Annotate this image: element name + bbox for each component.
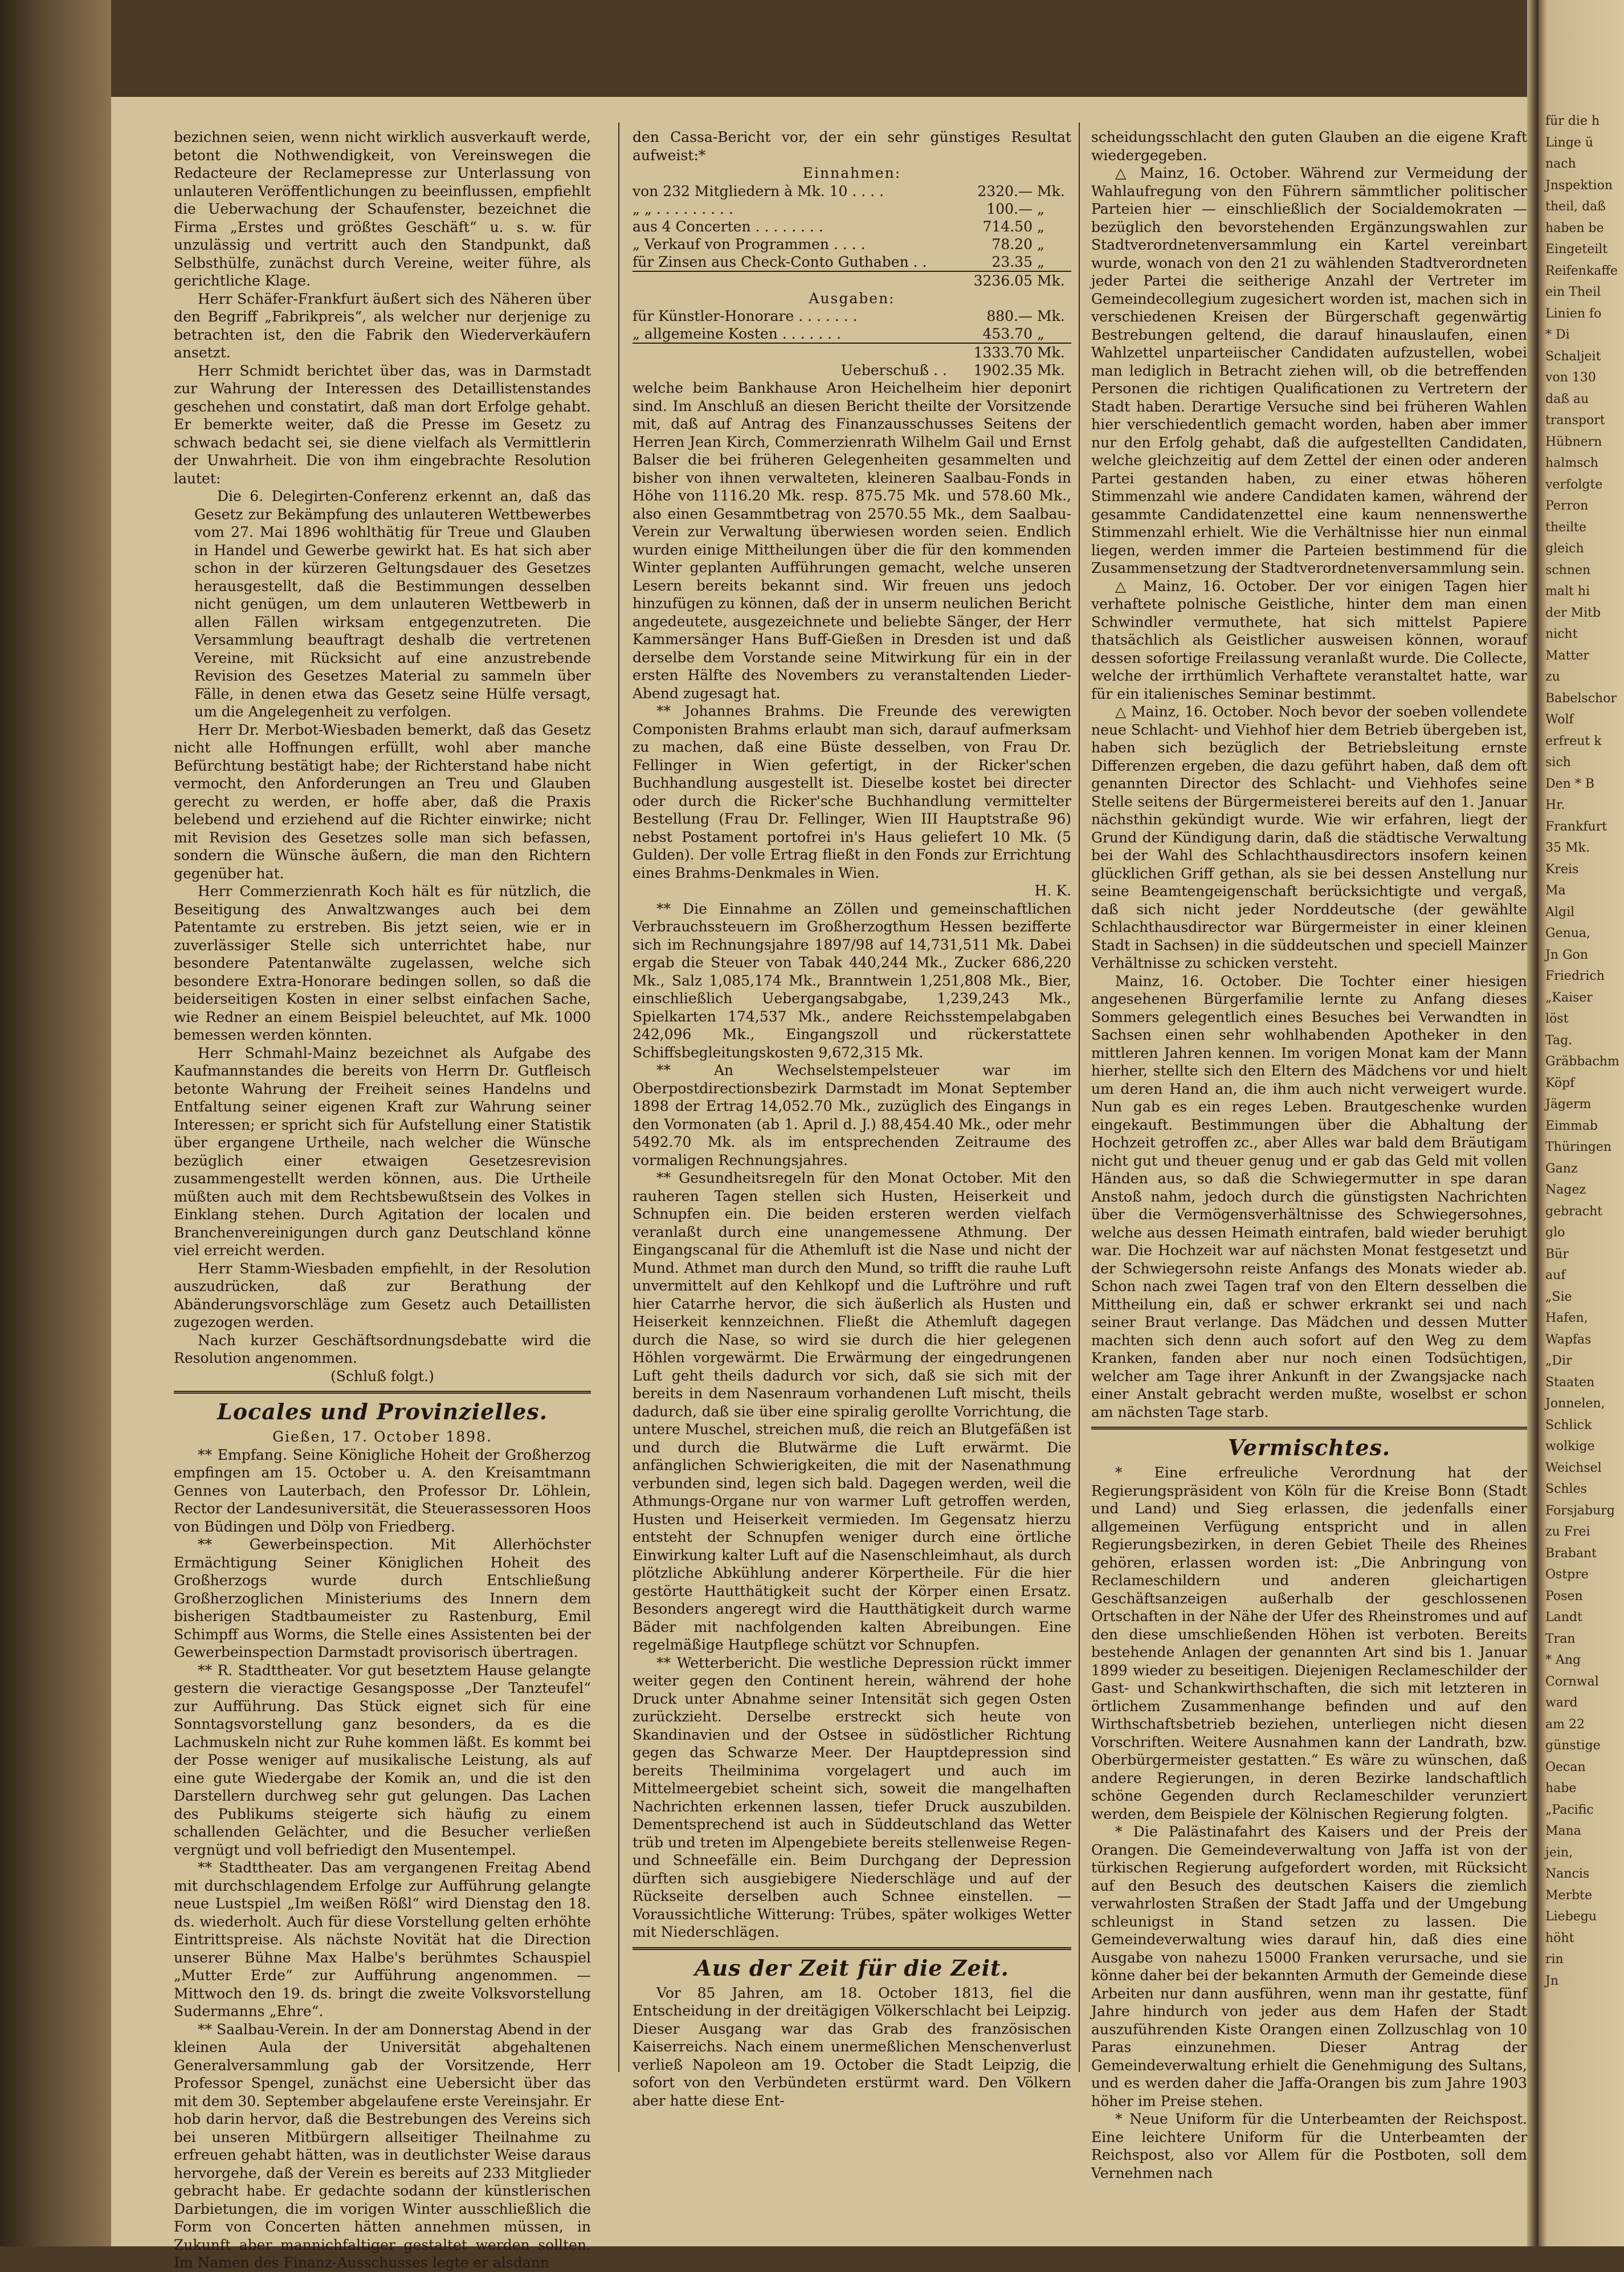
right-page-fragment: Jägerm [1545, 1097, 1592, 1111]
right-page-fragment: Landt [1545, 1610, 1582, 1624]
right-page-fragment: Schles [1545, 1482, 1587, 1496]
right-page-fragment: Jonnelen, [1545, 1396, 1605, 1411]
paragraph: Herr Stamm-Wiesbaden empfiehlt, in der Resolution auszudrücken, daß zur Berathung der Abänderungsvorschläge zum Gesetz auch Detaillisten zugezogen werden. [174, 1260, 591, 1330]
news-item: ** R. Stadttheater. Vor gut besetztem Hause gelangte gestern die vieractige Gesangsposse „Der Tanzteufel“ zur Aufführung. Das Stück eignet sich für eine Sonntagsvorstellung ganz besonders, da es die Lachmuskeln nicht zur Ruhe kommen läßt. Es kommt bei der Posse weniger auf musikalische Leistung, als auf eine gute Wiedergabe der Komik an, und die ist den Darstellern durchweg sehr gut gelungen. Das Lachen des Publikums steigerte sich häufig zu einem schallenden Gelächter, und die Besucher verließen vergnügt und voll befriedigt den Musentempel. [174, 1662, 591, 1858]
income-heading: Einnahmen: [802, 165, 901, 181]
paragraph: Herr Schmahl-Mainz bezeichnet als Aufgabe des Kaufmannstandes die bereits von Herrn Dr. Gutfleisch betonte Wahrung der Freiheit seines Handelns und Entfaltung seiner eigenen Kraft zur Wahrung seiner Interessen; er spricht sich für Aufstellung einer Statistik über ergangene Urtheile, nach welcher die Wünsche bezüglich einer etwaigen Gesetzesrevision zusammengestellt werden können, aus. Die Urtheile müßten auch mit dem Rechtsbewußtsein des Volkes in Einklang stehen. Durch Agitation der localen und Branchenvereinigungen durch ganz Deutschland könne viel erreicht werden. [174, 1044, 591, 1259]
right-page-fragment: Mana [1545, 1824, 1581, 1838]
right-page-fragment: „Kaiser [1545, 990, 1593, 1005]
paragraph: den Cassa-Bericht vor, der ein sehr günstiges Resultat aufweist:* [633, 129, 1071, 164]
right-page-fragment: Oecan [1545, 1760, 1586, 1774]
right-page-fragment: Babelschor [1545, 691, 1617, 706]
right-page-fragment: habe [1545, 1781, 1577, 1795]
right-page-fragment: Weichsel [1545, 1460, 1602, 1475]
right-page-fragment: Linge ü [1545, 135, 1594, 150]
right-page-fragment: ward [1545, 1696, 1578, 1710]
right-page-fragment: zu Frei [1545, 1525, 1590, 1539]
right-page-fragment: transport [1545, 413, 1605, 427]
right-page-fragment: günstige [1545, 1738, 1601, 1753]
right-page-fragment: der Mitb [1545, 605, 1601, 620]
paragraph: bezichnen seien, wenn nicht wirklich ausverkauft werde, betont die Nothwendigkeit, von Vereinswegen die Redacteure der Reclamepresse zur Unterlassung von unlauteren Veröffentlichungen zu beeinflussen, empfiehlt die Ueberwachung der Schaufenster, bezeichnet die Firma „Erstes und größtes Geschäft“ u. s. w. für unzulässig und vertritt auch den Standpunkt, daß Selbsthülfe, zunächst durch Vereine, weiter führe, als gerichtliche Klage. [174, 129, 591, 289]
news-item: * Die Palästinafahrt des Kaisers und der Preis der Orangen. Die Gemeindeverwaltung von Jaffa ist von der türkischen Regierung aufgefordert worden, mit Rücksicht auf den Besuch des deutschen Kaisers die ziemlich verwahrlosten Straßen der Stadt Jaffa und der Umgebung schleunigst in Stand setzen zu lassen. Die Gemeindeverwaltung wies darauf hin, daß dies eine Ausgabe von nahezu 15000 Franken verursache, und sie könne daher bei der bekannten Armuth der Gemeinde diese Arbeiten nur dann ausführen, wenn man ihr gestatte, fünf Jahre hindurch von jeder aus dem Hafen der Stadt auszuführenden Kiste Orangen einen Zollzuschlag von 10 Paras einzunehmen. Dieser Antrag der Gemeindeverwaltung erhielt die Genehmigung des Sultans, und es werden daher die Jaffa-Orangen bis zum Jahre 1903 höher im Preise stehen. [1091, 1823, 1527, 2110]
right-page-fragment: Eimmab [1545, 1118, 1598, 1133]
right-page-fragment: Schaljeit [1545, 349, 1601, 364]
news-item: ** Empfang. Seine Königliche Hoheit der Großherzog empfingen am 15. October u. A. den Kreisamtmann Gennes von Lauterbach, den Professor Dr. Löhlein, Rector der Landesuniversität, die Steuerassessoren Hoos von Büdingen und Dölp von Friedberg. [174, 1446, 591, 1535]
right-page-fragment: Thüringen [1545, 1140, 1612, 1154]
news-item: * Neue Uniform für die Unterbeamten der Reichspost. Eine leichtere Uniform für die Unterbeamten der Reichspost, also vor Allem für die Postboten, soll dem Vernehmen nach [1091, 2111, 1527, 2181]
right-page-fragment: glo [1545, 1225, 1565, 1240]
right-page-fragment: „Pacific [1545, 1802, 1594, 1817]
expense-table [633, 307, 1071, 379]
right-page-fragment: Tag. [1545, 1033, 1573, 1048]
paragraph: Herr Schäfer-Frankfurt äußert sich des Näheren über den Begriff „Fabrikpreis“, als welcher nur derjenige zu betrachten ist, den die Fabrik den Wiederverkäufern ansetzt. [174, 290, 591, 361]
dateline: Gießen, 17. October 1898. [272, 1428, 492, 1445]
right-page-fragment: Nagez [1545, 1183, 1586, 1197]
right-page-fragment: höht [1545, 1931, 1574, 1945]
income-table [633, 182, 1071, 290]
right-page-fragment: halmsch [1545, 456, 1598, 470]
news-item: ** Saalbau-Verein. In der am Donnerstag Abend in der kleinen Aula der Universität abgehaltenen Generalversammlung gab der Vorsitzende, Herr Professor Spengel, zunächst eine Uebersicht über das mit dem 30. September abgelaufene erste Vereinsjahr. Er hob darin hervor, daß die Bestrebungen des Vereins sich bei unseren Mitbürgern allseitiger Theilnahme zu erfreuen gehabt hätten, was in deutlichster Weise daraus hervorgehe, daß der Verein es bereits auf 233 Mitglieder gebracht habe. Er gedachte sodann der künstlerischen Darbietungen, die im vorigen Winter ausschließlich die Form von Concerten hätten annehmen müssen, in Zukunft aber mannichfaltiger gestaltet werden sollten. Im Namen des Finanz-Ausschusses legte er alsdann [174, 2021, 591, 2271]
right-page-fragment: theilte [1545, 520, 1586, 535]
resolution-text: Die 6. Delegirten-Conferenz erkennt an, daß das Gesetz zur Bekämpfung des unlauteren Wettbewerbes vom 27. Mai 1896 wohlthätig für Treue und Glauben in Handel und Gewerbe gewirkt hat. Es hat sich aber schon in der kürzeren Geltungsdauer des Gesetzes herausgestellt, daß die Bestimmungen desselben nicht genügen, um dem unlauteren Wettbewerb in allen Fällen wirksam entgegenzutreten. Die Versammlung beauftragt deshalb die vertretenen Vereine, mit Rücksicht auf eine anzustrebende Revision des Gesetzes Material zu sammeln über Fälle, in denen etwa das Gesetz seine Hülfe versagt, um die Angelegenheit zu verfolgen. [194, 488, 591, 720]
right-page-fragment: gleich [1545, 541, 1584, 556]
right-page-fragment: Staaten [1545, 1375, 1595, 1390]
right-page-fragment: Wapfas [1545, 1332, 1592, 1347]
right-page-fragment: Hr. [1545, 798, 1565, 812]
right-page-fragment: Frankfurt [1545, 819, 1607, 834]
paragraph: Nach kurzer Geschäftsordnungsdebatte wird die Resolution angenommen. [174, 1332, 591, 1366]
right-page-fragment: Schlick [1545, 1418, 1592, 1432]
signature: H. K. [1034, 882, 1071, 899]
right-page-fragment: „Sie [1545, 1289, 1572, 1304]
right-page-fragment: Eingeteilt [1545, 242, 1608, 256]
left-page-edge [0, 0, 111, 2246]
paragraph: Herr Commerzienrath Koch hält es für nützlich, die Beseitigung des Anwaltzwanges auch bei dem Patentamte zu erstreben. Bis jetzt seien, wie er in zuverlässiger Stelle sich unterrichtet habe, nur besondere Patentanwälte zugelassen, welche sich besondere Extra-Honorare bedingen sollen, so daß die beiderseitigen Kosten in einer selbst einfachen Sache, wie Redner an einem Beispiel beleuchtet, auf Mk. 1000 bemessen werden könnten. [174, 883, 591, 1043]
table-row: für Künstler-Honorare . . . . . . . 880.— Mk. [633, 308, 1065, 324]
right-page-fragment: von 130 [1545, 370, 1596, 385]
table-row: „ „ . . . . . . . . . 100.— „ [633, 200, 1044, 217]
surplus-row: Ueberschuß . . 1902.35 Mk. [840, 362, 1065, 378]
news-item: ** Gesundheitsregeln für den Monat October. Mit den rauheren Tagen stellen sich Husten, Heiserkeit und Schnupfen ein. Die beiden ersteren werden vielfach veranlaßt durch eine unangemessene Athmung. Der Eingangscanal für die Athemluft ist die Nase und nicht der Mund. Athmet man durch den Mund, so trifft die rauhe Luft unvermittelt auf den Kehlkopf und die Luftröhre und ruft hier Catarrhe hervor, die sich äußerlich als Husten und Heiserkeit kennzeichnen. Fließt die Athemluft dagegen durch die Nase, so wird sie durch die hier gelegenen Höhlen vorgewärmt. Die Erwärmung der eingedrungenen Luft geht theils dadurch vor sich, daß sie sich mit der bereits in dem Nasenraum vorhandenen Luft mischt, theils dadurch, daß sie über eine spiralig gerollte Vorrichtung, die untere Muschel, streichen muß, die reich an Blutgefäßen ist und durch die Blutwärme die Luft erwärmt. Die anfänglichen Schwierigkeiten, die mit der Nasenathmung verbunden sind, legen sich bald. Dagegen werden, weil die Athmungs-Organe nur von warmer Luft getroffen werden, Husten und Heiserkeit vermieden. Im Gegensatz hierzu entsteht der Schnupfen weniger durch eine örtliche Einwirkung kalter Luft auf die Nasenschleimhaut, als durch plötzliche Abkühlung anderer Körpertheile. Für die hier gestörte Hautthätigkeit sucht der Körper einen Ersatz. Besonders angeregt wird die Hautthätigkeit durch warme Bäder mit nachfolgenden kalten Abreibungen. Eine regelmäßige Hautpflege schützt vor Schnupfen. [633, 1170, 1071, 1653]
right-page-fragment: theil, daß [1545, 199, 1606, 214]
news-item: ** An Wechselstempelsteuer war im Oberpostdirectionsbezirk Darmstadt im Monat September 1898 der Ertrag 14,052.70 Mk., zuzüglich des Eingangs in den Vormonaten (ab 1. April d. J.) 88,454.40 Mk., oder mehr 5492.70 Mk. als im entsprechenden Zeitraume des vormaligen Rechnungsjahres. [633, 1062, 1071, 1168]
section-divider [1091, 1427, 1527, 1430]
right-page-fragment: Tran [1545, 1631, 1576, 1646]
right-page-fragment: Linien fo [1545, 306, 1602, 321]
right-page-fragment: * Ang [1545, 1653, 1581, 1667]
table-row: aus 4 Concerten . . . . . . . . 714.50 „ [633, 218, 1044, 235]
right-page-fragment: Posen [1545, 1589, 1583, 1603]
right-page-fragment: für die h [1545, 114, 1600, 128]
table-row: „ allgemeine Kosten . . . . . . . 453.70 „ [633, 325, 1044, 342]
right-page-fragment: Ganz [1545, 1161, 1578, 1176]
right-page-fragment: verfolgte [1545, 477, 1603, 492]
right-page-fragment: jein, [1545, 1845, 1573, 1860]
news-item: ** Johannes Brahms. Die Freunde des verewigten Componisten Brahms erlaubt man sich, darauf aufmerksam zu machen, daß eine Büste desselben, von Frau Dr. Fellinger in Wien gefertigt, in der Ricker'schen Buchhandlung ausgestellt ist. Dieselbe kostet bei directer oder durch die Ricker'sche Buchhandlung vermittelter Bestellung (Frau Dr. Fellinger, Wien III Hauptstraße 96) nebst Postament portofrei in's Haus geliefert 10 Mk. (5 Gulden). Der volle Ertrag fließt in den Fonds zur Errichtung eines Brahms-Denkmales in Wien. [633, 703, 1071, 881]
right-page-fragment: nach [1545, 157, 1576, 171]
paragraph: Herr Dr. Merbot-Wiesbaden bemerkt, daß das Gesetz nicht alle Hoffnungen erfüllt, wohl aber manche Befürchtung bestätigt habe; der Richterstand habe nicht vermocht, den Anforderungen an Treu und Glauben gerecht zu werden, er hoffe aber, daß die Praxis belebend und erziehend auf die Richter einwirke; nicht mit Revision des Gesetzes solle man sich befassen, sondern die Wünsche äußern, die man den Richtern gegenüber hat. [174, 721, 591, 882]
news-item: ** Stadttheater. Das am vergangenen Freitag Abend mit durchschlagendem Erfolge zur Aufführung gelangte neue Lustspiel „Im weißen Rößl“ wird Dienstag den 18. ds. wiederholt. Auch für diese Vorstellung gelten erhöhte Eintrittspreise. Als nächste Novität hat die Direction unserer Bühne Max Halbe's berühmtes Schauspiel „Mutter Erde“ zur Aufführung angenommen. — Mittwoch den 19. ds. bringt die zweite Volksvorstellung Sudermanns „Ehre“. [174, 1859, 591, 2019]
right-page-fragment: haben be [1545, 221, 1604, 235]
right-page-fragment: zu [1545, 670, 1560, 684]
right-page-fragment: auf [1545, 1268, 1566, 1282]
paragraph: welche beim Bankhause Aron Heichelheim hier deponirt sind. Im Anschluß an diesen Bericht theilte der Vorsitzende mit, daß auf Antrag des Finanzausschusses Seitens der Herren Jean Kirch, Commerzienrath Wilhelm Gail und Ernst Balser die bei früheren Gelegenheiten gesammelten und bisher von ihnen verwalteten, kleineren Saalbau-Fonds in Höhe von 1116.20 Mk. resp. 875.75 Mk. und 578.60 Mk., also einen Gesammtbetrag von 2570.55 Mk., dem Saalbau-Verein zur Verwaltung überwiesen worden seien. Endlich wurden einige Mittheilungen über die für den kommenden Winter geplanten Aufführungen gemacht, welche unseren Lesern bereits bekannt sind. Wir freuen uns jedoch hinzufügen zu können, daß der in unserm neulichen Bericht angedeutete, ausgezeichnete und beliebte Sänger, der Herr Kammersänger Hans Buff-Gießen in Dresden ist und daß derselbe dem Vorstande seine Mitwirkung für ein in der ersten Hälfte des Novembers zu veranstaltenden Lieder-Abend zugesagt hat. [633, 380, 1071, 702]
column-rule [618, 123, 619, 2072]
column-3 [1091, 128, 1527, 2181]
news-item: △ Mainz, 16. October. Während zur Vermeidung der Wahlaufregung von den Führern sämmtlicher politischer Parteien hier — einschließlich der Socialdemokraten — bezüglich den bevorstehenden Ergänzungswahlen zur Stadtverordnetenversammlung ein Kartel vereinbart wurde, wonach von den 21 zu wählenden Stadtverordneten jeder Partei die seitherige Anzahl der Vertreter im Gemeindecollegium zugesichert worden ist, machen sich in verschiedenen Kreisen der Bürgerschaft gegenwärtig Bestrebungen geltend, die darauf hinauslaufen, einen Wahlzettel unparteiischer Candidaten aufzustellen, wobei man lediglich in Betracht ziehen will, ob die betreffenden Personen die richtigen Qualificationen zu Vertretern der Stadt haben. Derartige Versuche sind bei früheren Wahlen hier verschiedentlich gemacht worden, haben aber immer nur den Erfolg gehabt, daß die aufgestellten Candidaten, welche gleichzeitig auf dem Zettel der einen oder anderen Partei gestanden haben, zu einer etwas höheren Stimmenzahl wie andere Candidaten kamen, während der gesammte Candidatenzettel eine kaum nennenswerthe Stimmenzahl erhielt. Wie die Verhältnisse hier nun einmal liegen, werden immer die Parteien bestimmend für die Zusammensetzung der Stadtverordnetenversammlung sein. [1091, 165, 1527, 576]
right-page-fragment: Ma [1545, 883, 1566, 898]
right-page-fragment: Perron [1545, 499, 1589, 513]
news-item: △ Mainz, 16. October. Noch bevor der soeben vollendete neue Schlacht- und Viehhof hier dem Betrieb übergeben ist, haben sich bezüglich der Betriebsleitung ernste Differenzen ergeben, die dazu geführt haben, daß dem oft genannten Director des Schlacht- und Viehhofes seine Stelle seitens der Bürgermeisterei bereits auf den 1. Januar nächsthin gekündigt wurde. Wie wir erfahren, liegt der Grund der Kündigung darin, daß die städtische Verwaltung bei der Wahl des Schlachthausdirectors insofern keinen glücklichen Griff gethan, als sie bei dessen Anstellung nur seine Beamtengeigenschaft berücksichtigte und vergaß, daß sich nicht jeder Norddeutsche (der gewählte Schlachthausdirector war Bürgermeister in einer kleinen Stadt in Sachsen) in die süddeutschen und speciell Mainzer Verhältnisse zu schicken versteht. [1091, 703, 1527, 971]
right-page-fragment: Merbte [1545, 1888, 1593, 1903]
right-page-fragment: Nancis [1545, 1867, 1590, 1881]
right-page-fragment: Forsjaburg [1545, 1503, 1615, 1518]
column-2 [633, 128, 1071, 2109]
section-heading: Aus der Zeit für die Zeit. [695, 1955, 1009, 1981]
right-page-fragment: erfreut k [1545, 734, 1602, 748]
paragraph: scheidungsschlacht den guten Glauben an die eigene Kraft wiedergegeben. [1091, 129, 1527, 164]
right-page-fragment: Liebegu [1545, 1909, 1597, 1924]
right-page-fragment: löst [1545, 1012, 1569, 1026]
right-page-fragment: wolkige [1545, 1439, 1595, 1453]
right-page-fragment: * Di [1545, 328, 1570, 342]
right-page-fragment: Kreis [1545, 862, 1579, 877]
section-heading: Vermischtes. [1227, 1435, 1391, 1460]
right-page-fragment: malt hi [1545, 584, 1590, 598]
news-item: ** Wetterbericht. Die westliche Depression rückt immer weiter gegen den Continent herein, während der hohe Druck unter Abnahme seiner Intensität sich gegen Osten zurückzieht. Derselbe erstreckt sich heute von Skandinavien und der Ostsee in südöstlicher Richtung gegen das Schwarze Meer. Der Hauptdepression sind bereits Theilminima vorgelagert und auch im Mittelmeergebiet scheint sich, soweit die mangelhaften Nachrichten erkennen lassen, tiefer Druck auszubilden. Dementsprechend ist auch in Süddeutschland das Wetter trüb und treten im Alpengebiete bereits stellenweise Regen- und Schneefälle ein. Beim Durchgang der Depression dürften sich ausgiebigere Niederschläge und auf der Rückseite derselben auch Schnee einstellen. — Voraussichtliche Witterung: Trübes, später wolkiges Wetter mit Niederschlägen. [633, 1654, 1071, 1940]
news-item: * Eine erfreuliche Verordnung hat der Regierungspräsident von Köln für die Kreise Bonn (Stadt und Land) und Sieg erlassen, die jedenfalls einer allgemeinen Verfügung entspricht und in allen Regierungsbezirken, in deren Gebiet Theile des Rheines gehören, erlassen worden ist: „Die Anbringung von Reclameschildern und anderen gleichartigen Geschäftsanzeigen außerhalb der geschlossenen Ortschaften in der Nähe der Ufer des Rheinstromes und auf den diese umschließenden Höhen ist verboten. Bereits bestehende Anlagen der genannten Art sind bis 1. Januar 1899 wieder zu beseitigen. Diejenigen Reclameschilder der Gast- und Schankwirthschaften, die sich mit letzteren in örtlichem Zusammenhange befinden und auf den Wirthschaftsbetrieb beziehen, unterliegen nicht diesen Vorschriften. Weitere Ausnahmen kann der Landrath, bzw. Oberbürgermeister gestatten.“ Es wäre zu wünschen, daß andere Regierungen, in deren Bezirke landschaftlich schöne Gegenden durch Reclameschilder verunziert werden, dem Beispiele der Kölnischen Regierung folgten. [1091, 1464, 1527, 1822]
right-page-fragment: Jn [1545, 1973, 1558, 1988]
right-page-fragment: Gräbbachm [1545, 1054, 1619, 1069]
right-page-fragment: nicht [1545, 627, 1578, 641]
right-page-fragment: Köpf [1545, 1076, 1575, 1090]
right-page-fragment: Wolf [1545, 712, 1574, 727]
column-1 [174, 128, 591, 2271]
right-page-fragment: daß au [1545, 392, 1589, 406]
right-page-fragment: 35 Mk. [1545, 841, 1590, 855]
right-page-fragment: gebracht [1545, 1204, 1603, 1219]
right-page-fragment: Algil [1545, 905, 1575, 919]
right-page-fragment: Cornwal [1545, 1674, 1599, 1689]
right-page-fragment: Reifenkaffe [1545, 263, 1618, 278]
table-row: „ Verkauf von Programmen . . . . 78.20 „ [633, 235, 1044, 253]
right-page-fragment: Genua, [1545, 926, 1591, 940]
section-heading: Locales und Provinzielles. [217, 1399, 548, 1424]
right-page-fragment: Jnspektion [1545, 178, 1613, 193]
right-page-fragment: ein Theil [1545, 285, 1601, 299]
table-row: für Zinsen aus Check-Conto Guthaben . . 23.35 „ [633, 253, 1044, 270]
paragraph: Vor 85 Jahren, am 18. October 1813, fiel die Entscheidung in der dreitägigen Völkerschlacht bei Leipzig. Dieser Ausgang war das Grab des französischen Kaiserreichs. Nach einem unermeßlichen Menschenverlust verließ Napoleon am 19. October die Stadt Leipzig, die sofort von den Verbündeten erstürmt ward. Den Völkern aber hatte diese Ent- [633, 1984, 1071, 2109]
news-item: △ Mainz, 16. October. Der vor einigen Tagen hier verhaftete polnische Geistliche, hinter dem man einen Schwindler vermuthete, hat sich mittelst Papiere thatsächlich als Geistlicher ausweisen können, worauf dessen sofortige Freilassung veranlaßt wurde. Die Collecte, welche der irrthümlich Verhaftete veranstaltet hatte, war für ein italienisches Seminar bestimmt. [1091, 577, 1527, 702]
news-item: ** Gewerbeinspection. Mit Allerhöchster Ermächtigung Seiner Königlichen Hoheit des Großherzogs wurde durch Entschließung Großherzoglichen Ministeriums des Innern dem bisherigen Stadtbaumeister zu Rastenburg, Emil Schimpff aus Worms, die Stelle eines Assistenten bei der Gewerbeinspection Darmstadt provisorisch übertragen. [174, 1536, 591, 1660]
right-page-fragment: Matter [1545, 648, 1589, 663]
right-page-fragment: Ostpre [1545, 1567, 1589, 1582]
news-item: ** Die Einnahme an Zöllen und gemeinschaftlichen Verbrauchssteuern im Großherzogthum Hessen bezifferte sich im Rechnungsjahre 1897/98 auf 14,731,511 Mk. Dabei ergab die Steuer von Tabak 440,244 Mk., Zucker 686,220 Mk., Salz 1,085,174 Mk., Branntwein 1,251,808 Mk., Bier, einschließlich Uebergangsabgabe, 1,239,243 Mk., Spielkarten 174,537 Mk., andere Reichsstempelabgaben 242,096 Mk., Eingangszoll und rückerstattete Schiffsbegleitungskosten 9,672,315 Mk. [633, 900, 1071, 1061]
right-page-fragment: Hafen, [1545, 1311, 1588, 1325]
section-divider [633, 1947, 1071, 1950]
expense-heading: Ausgaben: [809, 290, 895, 307]
right-page-fragment: Hübnern [1545, 434, 1602, 449]
right-page-fragment: schnen [1545, 563, 1591, 577]
news-item: Mainz, 16. October. Die Tochter einer hiesigen angesehenen Bürgerfamilie lernte zu Anfang dieses Sommers gelegentlich eines Besuches bei Verwandten in Sachsen einen sehr wohlhabenden Apotheker in den mittleren Jahren kennen. Im vorigen Monat kam der Mann hierher, stellte sich den Eltern des Mädchens vor und hielt um deren Hand an, die ihm auch nicht verweigert wurde. Nun gab es ein reges Leben. Brautgeschenke wurden eingekauft. Bestimmungen über die Abhaltung der Hochzeit getroffen zc., aber Alles war bald dem Bräutigam nicht gut und theuer genug und er gab das Geld mit vollen Händen aus, so daß die Schwiegermutter in spe daran Anstoß nahm, jedoch durch die günstigsten Nachrichten über die Vermögensverhältnisse des Schwiegersohnes, welche aus dessen Heimath eintrafen, bald wieder beruhigt war. Die Hochzeit war auf nächsten Monat festgesetzt und der Schwiegersohn reiste Anfangs des Monats wieder ab. Schon nach zwei Tagen traf von den Eltern desselben die Mittheilung ein, daß er schwer erkrankt sei und nach seiner Braut verlange. Das Mädchen und dessen Mutter machten sich denn auch sofort auf den Weg zu dem Kranken, fanden aber nur noch einen Todsüchtigen, welcher am Tage ihrer Ankunft in der Zwangsjacke nach einer Anstalt gebracht werden mußte, woselbst er schon am nächsten Tage starb. [1091, 972, 1527, 1420]
table-row: von 232 Mitgliedern à Mk. 10 . . . . 2320.— Mk. [633, 182, 1065, 199]
continuation-note: (Schluß folgt.) [330, 1367, 434, 1385]
section-divider [174, 1391, 591, 1394]
right-page-fragment: Bür [1545, 1247, 1569, 1261]
column-rule [1079, 123, 1080, 2072]
right-page-fragment: Jn Gon [1545, 947, 1588, 962]
right-page-fragment: Den * B [1545, 776, 1594, 791]
paragraph: Herr Schmidt berichtet über das, was in Darmstadt zur Wahrung der Interessen des Detaillistenstandes geschehen und constatirt, daß man dort Erfolge gehabt. Er bemerkte weiter, daß die Presse im Gesetz zu schwach bedacht sei, sie diene vielfach als Vermittlerin der Unwahrheit. Die von ihm eingebrachte Resolution lautet: [174, 362, 591, 487]
right-page-fragment: Brabant [1545, 1546, 1597, 1561]
right-page-fragment: Friedrich [1545, 969, 1605, 983]
right-page-fragment: sich [1545, 755, 1571, 769]
total-row: 3236.05 Mk. [633, 271, 1071, 290]
right-page-fragment: rin [1545, 1952, 1564, 1966]
total-row: 1333.70 Mk. [633, 343, 1071, 361]
right-page-fragment: am 22 [1545, 1717, 1585, 1732]
right-page-fragment: „Dir [1545, 1354, 1572, 1368]
